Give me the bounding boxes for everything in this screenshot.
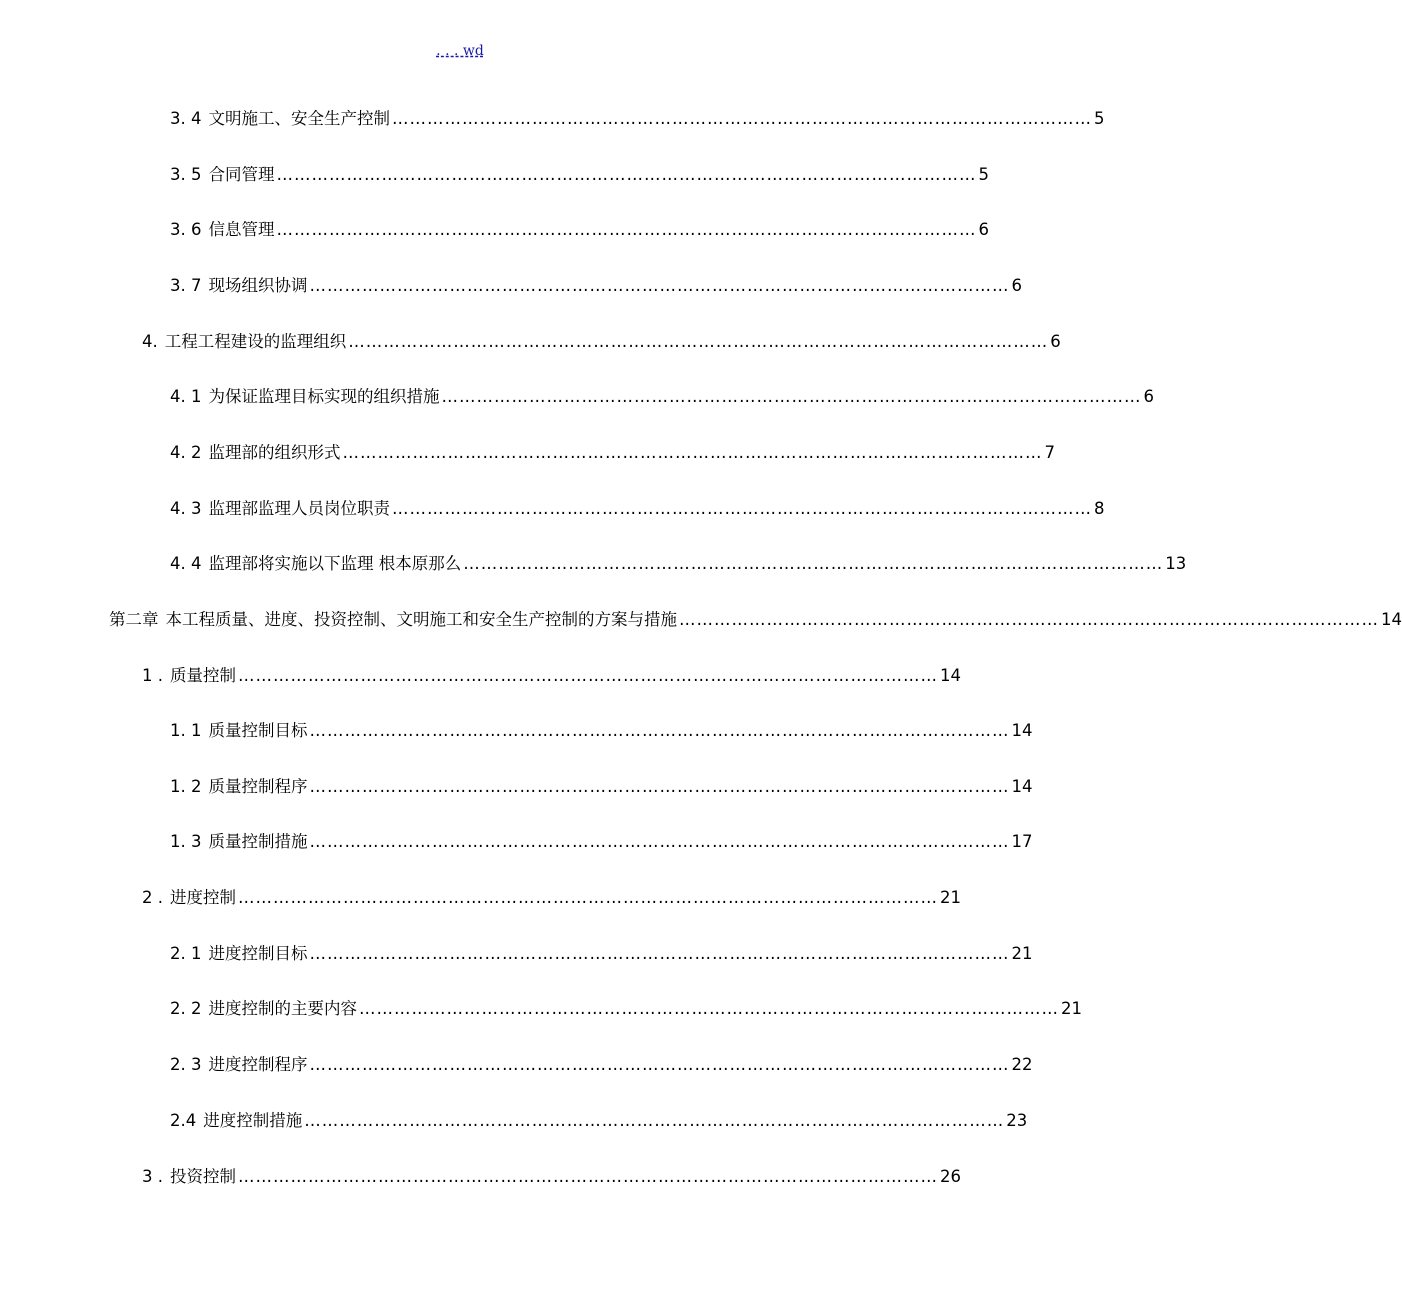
toc-label: 4. 2 监理部的组织形式	[170, 443, 341, 462]
toc-page-number: 21	[1011, 944, 1033, 963]
toc-label: 3. 4 文明施工、安全生产控制	[170, 109, 390, 128]
toc-label: 3 . 投资控制	[142, 1167, 236, 1186]
toc-page-number: 23	[1006, 1111, 1028, 1130]
toc-leader-dots: …………………………………………………………………………………………………………	[348, 332, 1049, 351]
toc-entry[interactable]	[142, 885, 961, 909]
toc-leader-dots: …………………………………………………………………………………………………………	[238, 666, 938, 685]
toc-leader-dots: …………………………………………………………………………………………………………	[359, 999, 1059, 1018]
toc-label: 3. 7 现场组织协调	[170, 276, 308, 295]
toc-entry[interactable]	[170, 106, 1105, 130]
toc-leader-dots: …………………………………………………………………………………………………………	[441, 387, 1142, 406]
toc-entry[interactable]	[170, 718, 1033, 742]
toc-page-number: 6	[1143, 387, 1154, 406]
toc-label: 2. 1 进度控制目标	[170, 944, 308, 963]
toc-leader-dots: …………………………………………………………………………………………………………	[679, 610, 1379, 629]
toc-label: 4. 1 为保证监理目标实现的组织措施	[170, 387, 440, 406]
toc-label: 4. 4 监理部将实施以下监理 根本原那么	[170, 554, 462, 573]
toc-entry-chapter[interactable]	[109, 607, 1402, 631]
toc-entry[interactable]	[170, 273, 1022, 297]
toc-leader-dots: …………………………………………………………………………………………………………	[276, 220, 977, 239]
toc-page-number: 7	[1044, 443, 1055, 462]
toc-page-number: 5	[978, 165, 989, 184]
toc-label: 4. 工程工程建设的监理组织	[142, 332, 347, 351]
toc-label: 1. 2 质量控制程序	[170, 777, 308, 796]
toc-page-number: 14	[1381, 610, 1402, 629]
toc-leader-dots: …………………………………………………………………………………………………………	[238, 888, 938, 907]
toc-label: 1. 3 质量控制措施	[170, 832, 308, 851]
toc-label: 3. 6 信息管理	[170, 220, 275, 239]
toc-page-number: 14	[940, 666, 961, 685]
toc-label: 2.4 进度控制措施	[170, 1111, 303, 1130]
toc-page-number: 8	[1094, 499, 1105, 518]
toc-leader-dots: …………………………………………………………………………………………………………	[304, 1111, 1005, 1130]
toc-page-number: 26	[940, 1167, 961, 1186]
toc-entry[interactable]	[170, 1108, 1028, 1132]
toc-label: 第二章 本工程质量、进度、投资控制、文明施工和安全生产控制的方案与措施	[109, 610, 677, 629]
toc-entry[interactable]	[170, 551, 1187, 575]
header-link[interactable]: . . . wd	[436, 43, 484, 59]
toc-leader-dots: …………………………………………………………………………………………………………	[309, 1055, 1010, 1074]
toc-label: 2. 2 进度控制的主要内容	[170, 999, 357, 1018]
toc-label: 2. 3 进度控制程序	[170, 1055, 308, 1074]
toc-page-number: 21	[940, 888, 961, 907]
toc-page-number: 6	[978, 220, 989, 239]
toc-entry[interactable]	[170, 384, 1154, 408]
toc-entry[interactable]	[170, 217, 989, 241]
toc-entry[interactable]	[170, 941, 1033, 965]
toc-leader-dots: …………………………………………………………………………………………………………	[238, 1167, 938, 1186]
toc-leader-dots: …………………………………………………………………………………………………………	[276, 165, 977, 184]
toc-entry[interactable]	[170, 440, 1055, 464]
toc-entry[interactable]	[170, 996, 1082, 1020]
toc-page-number: 17	[1011, 832, 1033, 851]
toc-label: 1 . 质量控制	[142, 666, 236, 685]
toc-leader-dots: …………………………………………………………………………………………………………	[309, 276, 1010, 295]
toc-label: 4. 3 监理部监理人员岗位职责	[170, 499, 390, 518]
toc-page-number: 6	[1011, 276, 1022, 295]
toc-leader-dots: …………………………………………………………………………………………………………	[309, 832, 1010, 851]
toc-page-number: 14	[1011, 721, 1033, 740]
toc-page-number: 14	[1011, 777, 1033, 796]
toc-label: 2 . 进度控制	[142, 888, 236, 907]
toc-label: 1. 1 质量控制目标	[170, 721, 308, 740]
toc-entry[interactable]	[170, 1052, 1033, 1076]
toc-leader-dots: …………………………………………………………………………………………………………	[309, 944, 1010, 963]
toc-entry[interactable]	[170, 162, 989, 186]
toc-entry[interactable]	[170, 496, 1105, 520]
toc-entry[interactable]	[142, 1164, 961, 1188]
toc-page-number: 21	[1061, 999, 1082, 1018]
toc-page-number: 5	[1094, 109, 1105, 128]
toc-leader-dots: …………………………………………………………………………………………………………	[342, 443, 1043, 462]
toc-entry[interactable]	[170, 829, 1033, 853]
toc-leader-dots: …………………………………………………………………………………………………………	[392, 499, 1092, 518]
toc-page-number: 22	[1011, 1055, 1033, 1074]
toc-leader-dots: …………………………………………………………………………………………………………	[309, 721, 1010, 740]
toc-leader-dots: …………………………………………………………………………………………………………	[392, 109, 1092, 128]
toc-entry[interactable]	[142, 663, 961, 687]
toc-leader-dots: …………………………………………………………………………………………………………	[309, 777, 1010, 796]
toc-leader-dots: …………………………………………………………………………………………………………	[463, 554, 1164, 573]
toc-label: 3. 5 合同管理	[170, 165, 275, 184]
toc-entry[interactable]	[142, 329, 1061, 353]
toc-entry[interactable]	[170, 774, 1033, 798]
toc-page-number: 6	[1050, 332, 1061, 351]
toc-page-number: 13	[1165, 554, 1187, 573]
